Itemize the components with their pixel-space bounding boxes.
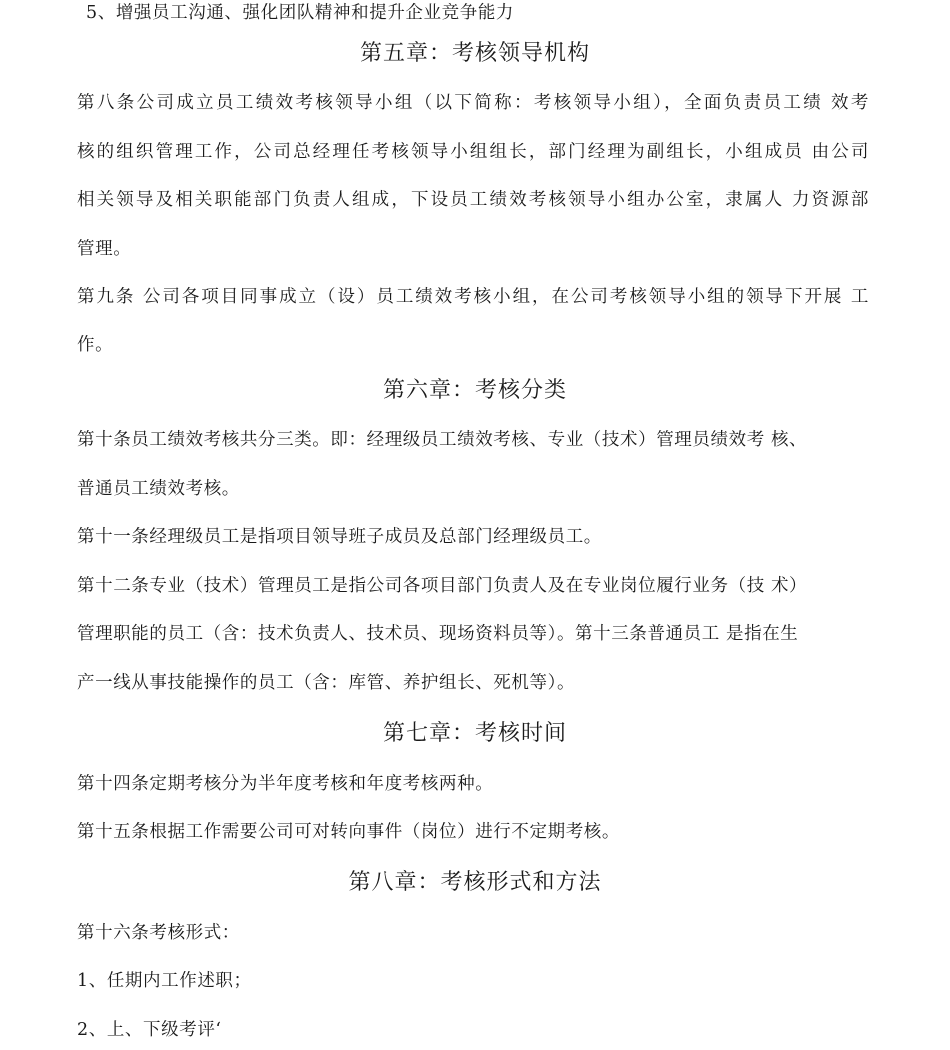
chapter-6-heading: 第六章：考核分类 <box>382 378 567 403</box>
article-8-line-3: 相关领导及相关职能部门负责人组成，下设员工绩效考核领导小组办公室，隶属人 力资源部 <box>77 190 869 210</box>
article-10-line-1: 第十条员工绩效考核共分三类。即：经理级员工绩效考核、专业（技术）管理员绩效考 核、 <box>77 430 808 450</box>
article-12-line-1: 第十二条专业（技术）管理员工是指公司各项目部门负责人及在专业岗位履行业务（技 术） <box>77 576 808 596</box>
chapter-8-heading: 第八章：考核形式和方法 <box>348 870 602 895</box>
article-12-line-3: 产一线从事技能操作的员工（含：库管、养护组长、死机等）。 <box>77 673 576 693</box>
article-8-line-1: 第八条公司成立员工绩效考核领导小组（以下简称：考核领导小组），全面负责员工绩 效考 <box>77 93 869 113</box>
article-8-line-2: 核的组织管理工作，公司总经理任考核领导小组组长，部门经理为副组长，小组成员 由公司 <box>77 142 869 162</box>
intro-line: 5、增强员工沟通、强化团队精神和提升企业竞争能力 <box>86 3 515 23</box>
article-11: 第十一条经理级员工是指项目领导班子成员及总部门经理级员工。 <box>77 527 602 547</box>
chapter-5-heading: 第五章：考核领导机构 <box>359 41 590 66</box>
article-9-line-2: 作。 <box>77 335 114 355</box>
article-15: 第十五条根据工作需要公司可对转向事件（岗位）进行不定期考核。 <box>77 822 620 842</box>
article-14: 第十四条定期考核分为半年度考核和年度考核两种。 <box>77 774 494 794</box>
article-10-line-2: 普通员工绩效考核。 <box>77 479 240 499</box>
article-8-line-4: 管理。 <box>77 239 132 259</box>
chapter-7-heading: 第七章：考核时间 <box>382 721 567 746</box>
article-16: 第十六条考核形式： <box>77 923 240 943</box>
article-12-line-2: 管理职能的员工（含：技术负责人、技术员、现场资料员等）。第十三条普通员工 是指在生 <box>77 624 799 644</box>
list-item-2: 2、上、下级考评‘ <box>77 1020 222 1040</box>
article-9-line-1: 第九条 公司各项目同事成立（设）员工绩效考核小组，在公司考核领导小组的领导下开展 工 <box>77 287 869 307</box>
list-item-1: 1、任期内工作述职； <box>77 971 252 991</box>
